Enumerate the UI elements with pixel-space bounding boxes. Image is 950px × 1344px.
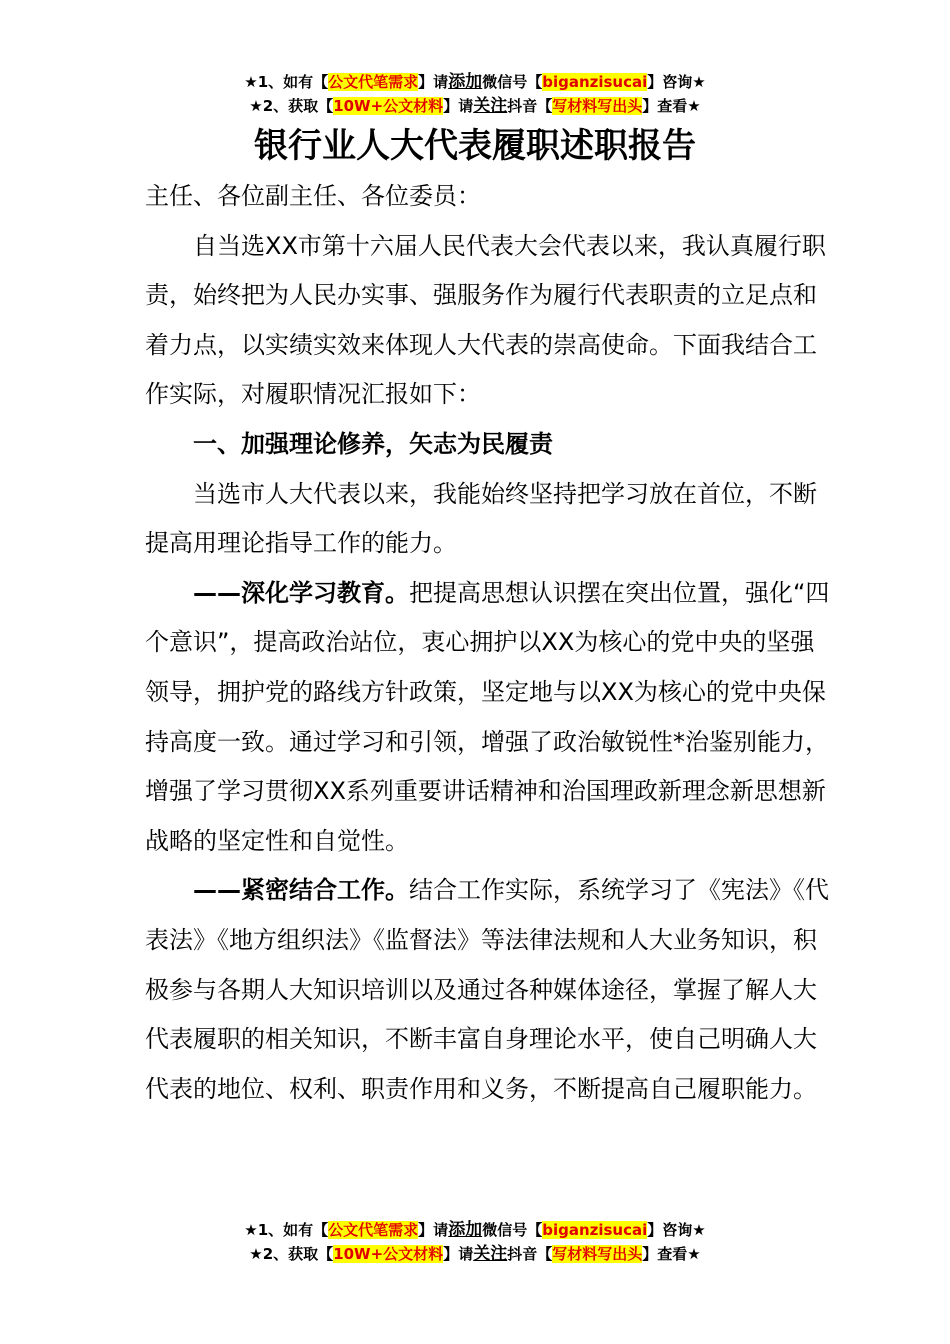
- banner-text: ★2、获取【: [249, 1245, 334, 1263]
- banner-highlight: 公文代笔需求: [328, 73, 419, 91]
- banner-emphasis: 添加: [448, 72, 483, 92]
- bottom-banner-line-1: [0, 1218, 950, 1242]
- item-lead: ——紧密结合工作。: [193, 876, 409, 905]
- item-paragraph: [145, 569, 835, 867]
- banner-text: 】查看★: [642, 1245, 701, 1263]
- banner-text: ★1、如有【: [244, 1221, 329, 1239]
- intro-paragraph: 自当选XX市第十六届人民代表大会代表以来，我认真履行职责，始终把为人民办实事、强服务作为履行代表职责的立足点和着力点，以实绩实效来体现人大代表的崇高使命。下面我结合工作实际，对履职情况汇报如下：: [145, 231, 826, 409]
- banner-highlight: 10W+公文材料: [333, 1245, 444, 1263]
- banner-text: 】咨询★: [647, 1221, 706, 1239]
- banner-emphasis: 关注: [473, 1244, 508, 1264]
- salutation: 主任、各位副主任、各位委员：: [145, 182, 481, 210]
- banner-text: 抖音【: [507, 97, 553, 115]
- banner-highlight: 写材料写出头: [552, 1245, 643, 1263]
- bottom-banner-line-2: [0, 1242, 950, 1266]
- banner-text: 】查看★: [642, 97, 701, 115]
- banner-text: 】请: [443, 1245, 474, 1263]
- banner-highlight: 公文代笔需求: [328, 1221, 419, 1239]
- banner-highlight: 写材料写出头: [552, 97, 643, 115]
- banner-highlight: biganzisucai: [542, 73, 648, 91]
- banner-text: 】请: [418, 1221, 449, 1239]
- banner-text: 】请: [443, 97, 474, 115]
- item-text: 结合工作实际，系统学习了《宪法》《代表法》《地方组织法》《监督法》等法律法规和人大业务知识，积极参与各期人大知识培训以及通过各种媒体途径，掌握了解人大代表履职的相关知识，不断丰富自身理论水平，使自己明确人大代表的地位、权利、职责作用和义务，不断提高自己履职能力。: [145, 876, 829, 1103]
- top-banner-line-1: [0, 70, 950, 94]
- top-banner-line-2: [0, 94, 950, 118]
- section-intro-paragraph: 当选市人大代表以来，我能始终坚持把学习放在首位，不断提高用理论指导工作的能力。: [145, 479, 817, 558]
- banner-emphasis: 添加: [448, 1220, 483, 1240]
- banner-highlight: biganzisucai: [542, 1221, 648, 1239]
- document-body: [145, 172, 835, 1114]
- banner-text: 抖音【: [507, 1245, 553, 1263]
- banner-text: ★1、如有【: [244, 73, 329, 91]
- item-lead: ——深化学习教育。: [193, 578, 409, 607]
- section-heading: 一、加强理论修养，矢志为民履责: [193, 429, 553, 458]
- banner-highlight: 10W+公文材料: [333, 97, 444, 115]
- document-title: 银行业人大代表履职述职报告: [254, 126, 696, 166]
- banner-emphasis: 关注: [473, 96, 508, 116]
- item-paragraph: [145, 866, 835, 1114]
- item-text: 把提高思想认识摆在突出位置，强化“四个意识”，提高政治站位，衷心拥护以XX为核心的党中央的坚强领导，拥护党的路线方针政策，坚定地与以XX为核心的党中央保持高度一致。通过学习和引领，增强了政治敏锐性*治鉴别能力，增强了学习贯彻XX系列重要讲话精神和治国理政新理念新思想新战略的坚定性和自觉性。: [145, 578, 830, 855]
- banner-text: ★2、获取【: [249, 97, 334, 115]
- banner-text: 微信号【: [482, 1221, 543, 1239]
- banner-text: 】咨询★: [647, 73, 706, 91]
- banner-text: 微信号【: [482, 73, 543, 91]
- banner-text: 】请: [418, 73, 449, 91]
